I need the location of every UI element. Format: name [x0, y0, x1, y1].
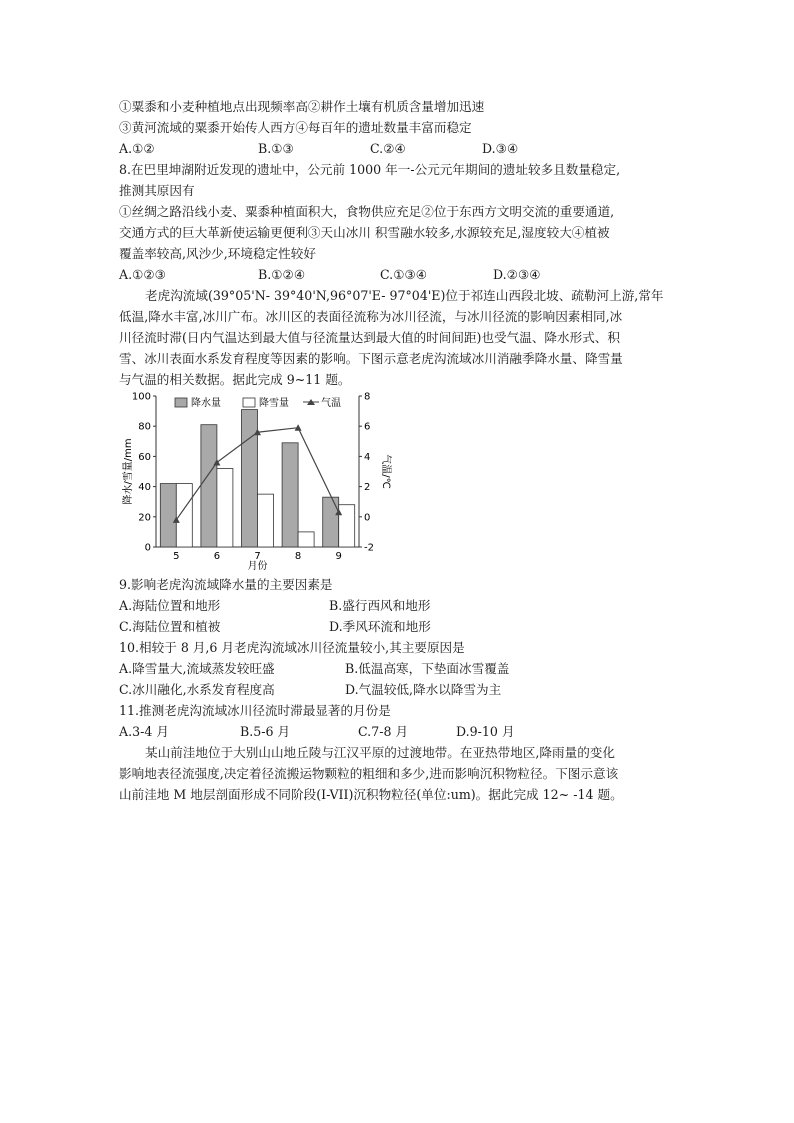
y-right-tick-label: 0: [364, 512, 371, 524]
q9-option-c: C.海陆位置和植被: [119, 619, 221, 634]
passage-2-line-2: 影响地表径流强度,决定着径流搬运物颗粒的粗细和多少,进而影响沉积物粒径。下图示意该: [119, 766, 619, 781]
q7-option-d: D.③④: [482, 141, 519, 156]
q9-stem: 9.影响老虎沟流域降水量的主要因素是: [119, 577, 333, 592]
q8-option-b: B.①②④: [258, 267, 306, 282]
y-right-tick-label: -2: [364, 542, 374, 554]
y-left-tick-label: 60: [138, 451, 151, 463]
q10-option-a: A.降雪量大,流域蒸发较旺盛: [119, 661, 275, 676]
x-axis-title: 月份: [247, 561, 268, 570]
q9-option-d: D.季风环流和地形: [329, 619, 431, 634]
legend-snow-swatch: [243, 398, 255, 407]
x-tick-label: 6: [213, 551, 221, 562]
q11-option-a: A.3-4 月: [119, 724, 169, 739]
bar-precip: [282, 443, 298, 547]
bar-snowfall: [339, 505, 355, 547]
y-right-axis-title: 气温/℃: [380, 454, 391, 489]
passage-1-line-2: 低温,降水丰富,冰川广布。冰川区的表面径流称为冰川径流，与冰川径流的影响因素相同,冰: [119, 309, 623, 324]
q7-option-c: C.②④: [370, 141, 406, 156]
passage-2-line-1: 某山前洼地位于大别山山地丘陵与江汉平原的过渡地带。在亚热带地区,降雨量的变化: [145, 745, 615, 760]
y-left-tick-label: 0: [144, 542, 151, 554]
q8-statement-3: 覆盖率较高,风沙少,环境稳定性较好: [119, 246, 316, 261]
q10-option-d: D.气温较低,降水以降雪为主: [345, 682, 502, 697]
q11-option-b: B.5-6 月: [240, 724, 291, 739]
bar-precip: [160, 484, 176, 547]
q8-statement-2: 交通方式的巨大革新使运输更便利③天山冰川 积雪融水较多,水源较充足,湿度较大④植被: [119, 225, 610, 240]
x-tick-label: 5: [173, 551, 180, 562]
y-left-tick-label: 40: [138, 482, 151, 494]
q8-statement-1: ①丝绸之路沿线小麦、粟黍种植面积大，食物供应充足②位于东西方文明交流的重要通道,: [119, 204, 615, 219]
passage-1-line-3: 川径流时滞(日内气温达到最大值与径流量达到最大值的时间间距)也受气温、降水形式、积: [119, 330, 620, 345]
climate-chart: [119, 388, 395, 570]
y-left-axis-title: 降水/雪量/mm: [123, 438, 134, 505]
bar-snowfall: [217, 468, 233, 547]
bar-snowfall: [176, 484, 192, 547]
passage-1-line-1: 老虎沟流域(39°05'N- 39°40'N,96°07'E- 97°04'E)位于祁连山西段北坡、疏勒河上游,常年: [145, 288, 664, 303]
climate-chart-svg: [119, 388, 395, 570]
q10-option-c: C.冰川融化,水系发育程度高: [119, 682, 275, 697]
passage-2-line-3: 山前洼地 M 地层剖面形成不同阶段(I-VII)沉积物粒径(单位:um)。据此完成 12~ -14 题。: [119, 787, 623, 802]
x-tick-label: 9: [335, 551, 342, 562]
legend-snow-label: 降雪量: [259, 398, 289, 409]
q8-option-a: A.①②③: [119, 267, 166, 282]
legend-rain-swatch: [175, 398, 187, 407]
y-left-tick-label: 100: [131, 391, 151, 403]
bar-precip: [242, 410, 258, 547]
q7-option-a: A.①②: [119, 141, 155, 156]
q9-option-a: A.海陆位置和地形: [119, 598, 221, 613]
y-right-tick-label: 8: [364, 391, 371, 403]
y-right-tick-label: 4: [364, 451, 371, 463]
q8-option-d: D.②③④: [493, 267, 541, 282]
bar-snowfall: [258, 494, 274, 547]
q8-stem: 8.在巴里坤湖附近发现的遗址中，公元前 1000 年一-公元元年期间的遗址较多且数量稳定,: [119, 162, 621, 177]
legend-rain-label: 降水量: [191, 398, 221, 409]
y-left-tick-label: 20: [138, 512, 151, 524]
y-left-tick-label: 80: [138, 421, 151, 433]
q7-statement-1: ①粟黍和小麦种植地点出现频率高②耕作土壤有机质含量增加迅速: [119, 99, 485, 114]
q7-option-b: B.①③: [258, 141, 294, 156]
q10-stem: 10.相较于 8 月,6 月老虎沟流域冰川径流量较小,其主要原因是: [119, 640, 465, 655]
x-tick-label: 7: [254, 551, 261, 562]
q11-option-d: D.9-10 月: [456, 724, 515, 739]
q7-statement-2: ③黄河流域的粟黍开始传人西方④每百年的遗址数量丰富而稳定: [119, 120, 472, 135]
y-right-tick-label: 6: [364, 421, 371, 433]
q8-stem-cont: 推测其原因有: [119, 183, 195, 198]
bar-snowfall: [298, 532, 314, 547]
bar-precip: [323, 497, 339, 547]
y-right-tick-label: 2: [364, 482, 371, 494]
q11-option-c: C.7-8 月: [358, 724, 409, 739]
q11-stem: 11.推测老虎沟流域冰川径流时滞最显著的月份是: [119, 703, 391, 718]
q9-option-b: B.盛行西风和地形: [329, 598, 431, 613]
bar-precip: [201, 425, 217, 547]
legend-temp-label: 气温: [321, 398, 341, 409]
passage-1-line-4: 雪、冰川表面水系发育程度等因素的影响。下图示意老虎沟流域冰川消融季降水量、降雪量: [119, 351, 623, 366]
x-tick-label: 8: [294, 551, 302, 562]
passage-1-line-5: 与气温的相关数据。据此完成 9~11 题。: [119, 372, 351, 387]
q8-option-c: C.①③④: [380, 267, 428, 282]
q10-option-b: B.低温高寒，下垫面冰雪覆盖: [345, 661, 510, 676]
